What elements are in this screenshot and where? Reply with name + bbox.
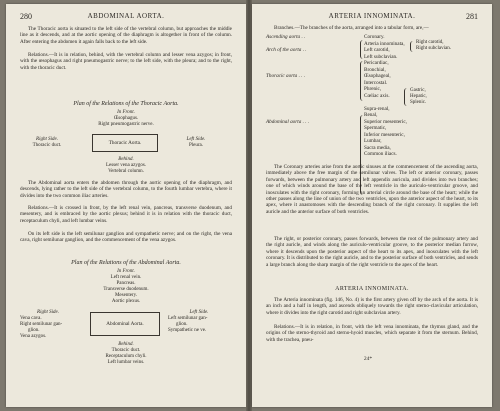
subbranch-item: Splenic. <box>410 100 427 105</box>
front-label: In Front. <box>117 110 135 115</box>
behind-item: Lesser vena azygos. <box>105 163 147 168</box>
left-side-item: Sympathetic ne ve. <box>168 328 207 333</box>
subbranch-item: Right subclavian. <box>416 46 451 51</box>
table-row: Inferior mesenteric, <box>364 131 405 138</box>
right-side-label: Right Side. <box>36 137 58 142</box>
coeliac-subbranches <box>410 88 470 106</box>
thoracic-aorta-paragraph: The Thoracic aorta is situated to the left side of the vertebral column, but approaches the middle line as it descends, and at the aortic opening of the diaphragm is altogether in front of the column. After entering the abdomen it again falls back to the left side. <box>20 26 232 45</box>
right-side-label: Right Side. <box>37 310 59 315</box>
table-row: Renal, <box>364 112 378 118</box>
section-title-innominata: ARTERIA INNOMINATA. <box>335 286 409 292</box>
plan-abdominal-behind <box>66 342 186 366</box>
left-running-title: ABDOMINAL AORTA. <box>87 12 165 20</box>
innominata-relations-paragraph: Relations.—It is in relation, in front, with the left vena innominata, the thymus gland, and the origins of the sterno-thyroid and sterno-hyoid muscles, which separate it from the sternum. Behind, with the trachea, pneu- <box>266 324 478 343</box>
right-side-item: Right semilunar gan- <box>20 322 63 327</box>
right-page <box>252 4 492 407</box>
left-side-item: Pleura. <box>188 143 204 148</box>
coronary-paragraph: The Coronary arteries arise from the aortic sinuses at the commencement of the ascending aorta, immediately above the free margin of the semilunar valves. The left or anterior coronary, passes forwards, between the pulmonary artery and left appendix auricula, and divides into two branches; one of which winds around the base of the left ventricle in the auriculo-ventricular groove, and inosculates with the right coronary, forming an arterial circle around the base of the heart; while the other passes along the line of union of the two ventricles, upon the anterior aspect of the heart, to its apex, where it anastomoses with the descending branch of the right coronary. It supplies the left auricle and the anterior surface of both ventricles. <box>266 164 478 215</box>
table-row: Intercostal. <box>364 79 388 86</box>
behind-item: Receptaculum chyli. <box>105 354 147 359</box>
front-item: Left renal vein. <box>110 275 142 280</box>
left-side-item: glion. <box>176 322 188 327</box>
subbranch-item: Gastric, <box>410 88 426 93</box>
behind-label: Behind. <box>118 157 134 162</box>
plan-thoracic-left <box>176 137 216 149</box>
table-row: Bronchial, <box>364 66 386 73</box>
right-side-item: Thoracic duct. <box>32 143 62 148</box>
table-row: Pericardiac, <box>364 60 389 66</box>
left-running-head <box>20 12 232 22</box>
signature-mark: 24* <box>363 356 373 362</box>
table-row: Thoracic aorta . . . Œsophageal, <box>266 73 391 79</box>
behind-item: Thoracic duct. <box>111 348 141 353</box>
coeliac-brace <box>404 88 408 106</box>
subbranch-item: Hepatic, <box>410 94 427 99</box>
table-row: Ascending aorta . . Coronary. <box>266 34 385 40</box>
right-coronary-paragraph: The right, or posterior coronary, passes forwards, between the root of the pulmonary artery and the right auricle, and winds along the auriculo-ventricular groove, to the posterior median furrow, where it descends upon the posterior aspect of the heart to its apex, and inosculates with the left coronary. It is distributed to the right auricle, and to the posterior surface of both ventricles, and sends a large branch along the sharp margin of the right ventricle to the apex of the heart. <box>266 236 478 268</box>
arch-brace <box>360 40 364 59</box>
front-item: Mesentery. <box>114 293 138 298</box>
front-item: Transverse duodenum. <box>103 287 149 292</box>
innominata-brace <box>410 41 414 52</box>
table-row: Sacra media, <box>364 144 391 151</box>
table-row: Lumbar, <box>364 138 382 144</box>
right-running-title: ARTERIA INNOMINATA. <box>328 12 416 20</box>
table-row: Left subclavian. <box>364 53 398 60</box>
plan-abdominal-right <box>20 310 76 340</box>
subbranch-item: Right carotid, <box>416 40 444 45</box>
table-row: Abdominal aorta . . . Superior mesenteric, <box>266 118 407 125</box>
left-side-label: Left Side. <box>186 137 206 142</box>
behind-item: Vertebral column. <box>108 169 144 174</box>
right-side-item: Vena cava. <box>20 316 42 321</box>
abdominal-aorta-box: Abdominal Aorta. <box>90 312 160 336</box>
left-side-item: Left semilunar gan- <box>168 316 208 321</box>
table-row: Spermatic, <box>364 125 387 131</box>
table-row: Arteria innominata, <box>364 40 405 47</box>
right-running-head <box>266 12 478 22</box>
table-row: Supra-renal, <box>364 105 390 112</box>
behind-item: Left lumbar veins. <box>107 360 145 365</box>
right-page-number: 281 <box>466 12 478 21</box>
thoracic-relations-paragraph: Relations.—It is in relation, behind, with the vertebral column and lesser vena azygos; in front, with the œsophagus and right pneumogastric nerve; to the left side, with the pleura; and to the right, with the thoracic duct. <box>20 52 232 71</box>
table-row: Common iliacs. <box>364 151 397 157</box>
left-page <box>6 4 246 407</box>
front-item: Pancreas. <box>116 281 136 286</box>
thoracic-aorta-box: Thoracic Aorta. <box>92 134 158 152</box>
right-side-item: Vena azygos. <box>20 334 47 339</box>
thoracic-brace <box>360 61 364 101</box>
plan-thoracic-behind <box>66 157 186 175</box>
abdominal-sides-paragraph: On its left side is the left semilunar ganglion and sympathetic nerve; and on the right, the vena cava, right semilunar ganglion, and the commencement of the vena azygos. <box>20 231 232 244</box>
left-page-number: 280 <box>20 12 32 21</box>
plan-thoracic-right <box>24 137 70 149</box>
plan-abdominal-title: Plan of the Relations of the Abdominal Aorta. <box>71 260 181 266</box>
front-item: Right pneumogastric nerve. <box>98 122 154 127</box>
plan-thoracic-front <box>66 110 186 128</box>
front-item: Œsophagus. <box>113 116 139 121</box>
table-row: Phrenic, <box>364 86 382 92</box>
left-side-label: Left Side. <box>189 310 209 315</box>
abdominal-relations-paragraph: Relations.—It is crossed in front, by the left renal vein, pancreas, transverse duodenum, and mesentery, and is embraced by the aortic plexus; behind it is in relation with the thoracic duct, receptaculum chyli, and left lumbar veins. <box>20 205 232 224</box>
right-side-item: glion. <box>28 328 40 333</box>
plan-thoracic-title: Plan of the Relations of the Thoracic Aorta. <box>73 101 179 107</box>
behind-label: Behind. <box>118 342 134 347</box>
table-row: Cœliac axis. <box>364 92 390 99</box>
innominata-paragraph: The Arteria innominata (fig. 146, No. 4) is the first artery given off by the arch of the aorta. It is an inch and a half in length, and ascends obliquely towards the right sterno-clavicular articulation, where it divides into the right carotid and right subclavian artery. <box>266 297 478 316</box>
table-row: Arch of the aorta . . Left carotid, <box>266 47 390 53</box>
abdominal-aorta-paragraph: The Abdominal aorta enters the abdomen through the aortic opening of the diaphragm, and descends, lying rather to the left side of the vertebral column, to the fourth lumbar vertebra, where it divides into the two common iliac arteries. <box>20 180 232 199</box>
plan-abdominal-front <box>66 269 186 305</box>
innominata-subbranches <box>416 40 486 52</box>
branches-intro: Branches.—The branches of the aorta, arranged into a tabular form, are,— <box>274 25 429 31</box>
front-label: In Front. <box>117 269 135 274</box>
plan-abdominal-left <box>168 310 230 334</box>
front-item: Aortic plexus. <box>111 299 141 304</box>
